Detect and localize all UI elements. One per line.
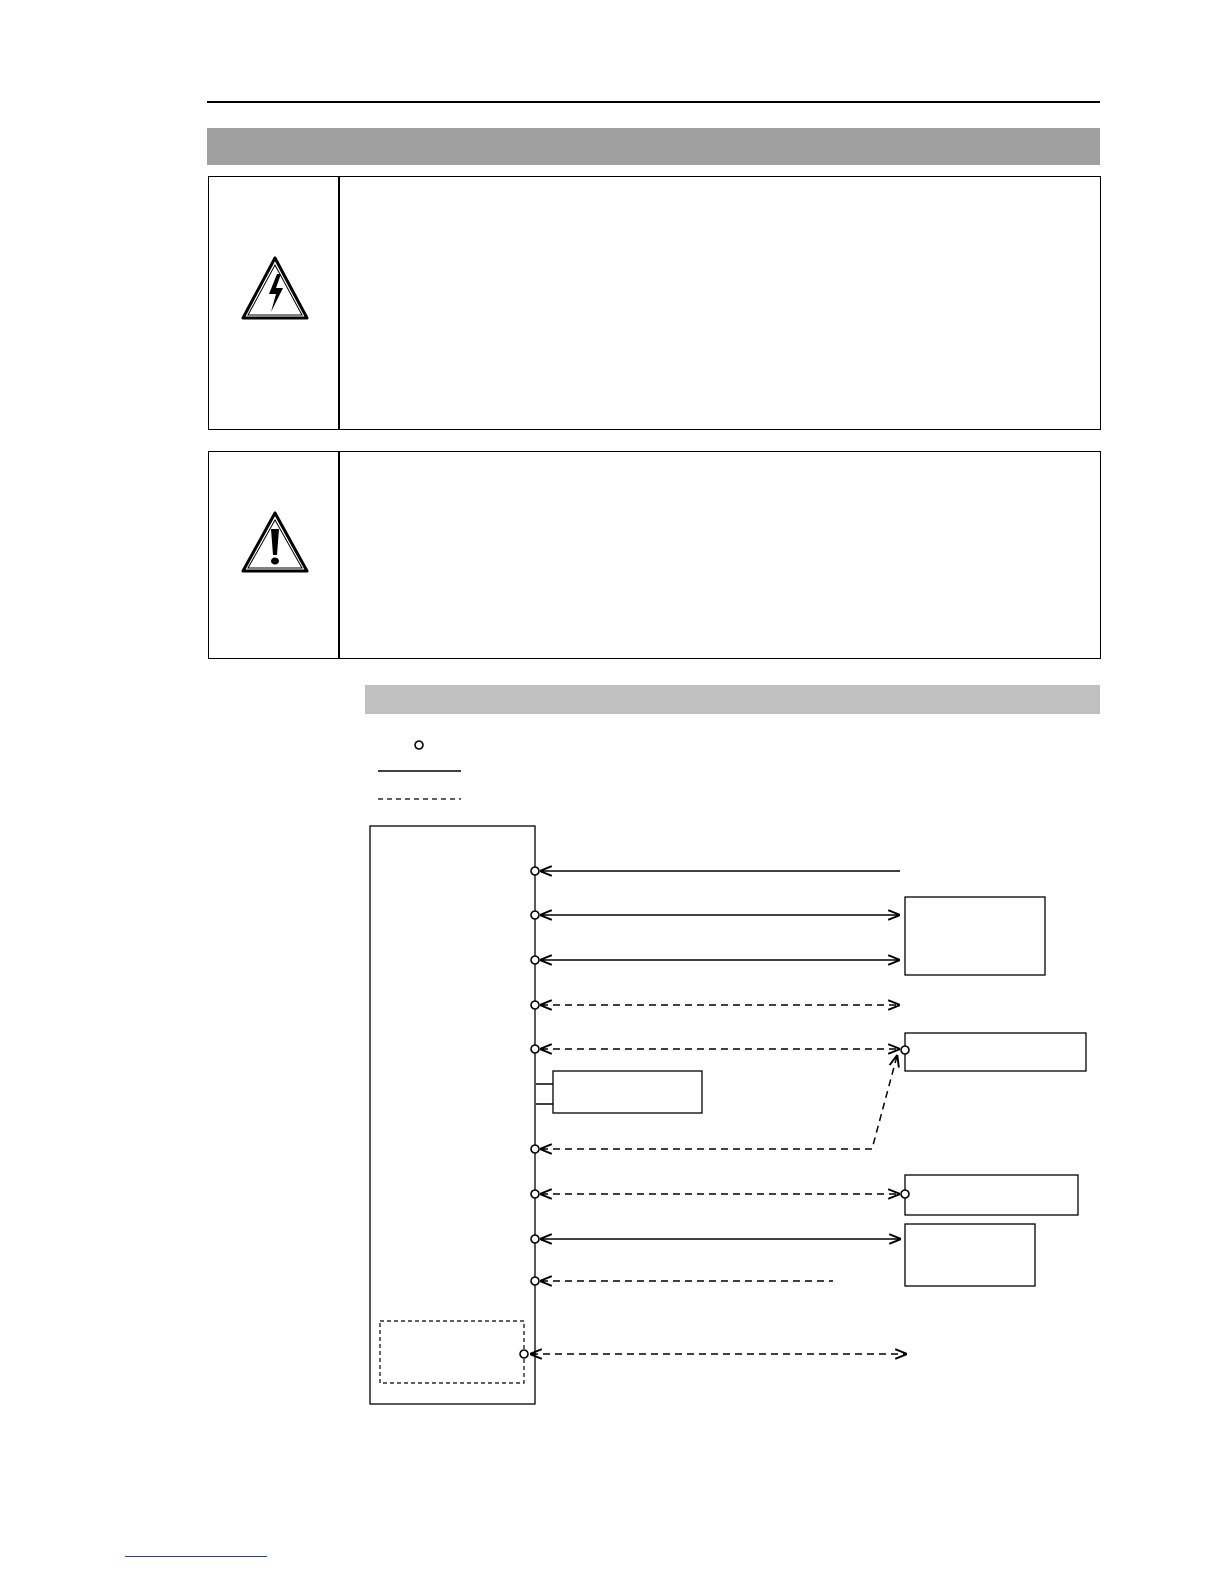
device-terminal-4 <box>901 1190 909 1198</box>
terminal-2 <box>531 911 539 919</box>
diagram-legend <box>378 741 461 799</box>
terminal-1 <box>531 867 539 875</box>
device-box-1 <box>905 897 1045 975</box>
terminal-7 <box>531 1145 539 1153</box>
legend-terminal-symbol <box>415 741 423 749</box>
controller-box <box>370 826 535 1404</box>
terminal-4 <box>531 1001 539 1009</box>
terminal-10 <box>531 1277 539 1285</box>
terminal-5 <box>531 1045 539 1053</box>
device-box-3 <box>553 1071 702 1113</box>
connector-line-6 <box>536 1084 553 1104</box>
terminal-11 <box>520 1350 528 1358</box>
terminal-3 <box>531 956 539 964</box>
device-box-5 <box>905 1224 1035 1286</box>
terminal-8 <box>531 1190 539 1198</box>
device-terminal-2 <box>901 1046 909 1054</box>
terminal-9 <box>531 1235 539 1243</box>
device-box-2 <box>905 1033 1086 1071</box>
footer-link-underline[interactable] <box>125 1556 267 1557</box>
device-box-4 <box>905 1175 1078 1215</box>
